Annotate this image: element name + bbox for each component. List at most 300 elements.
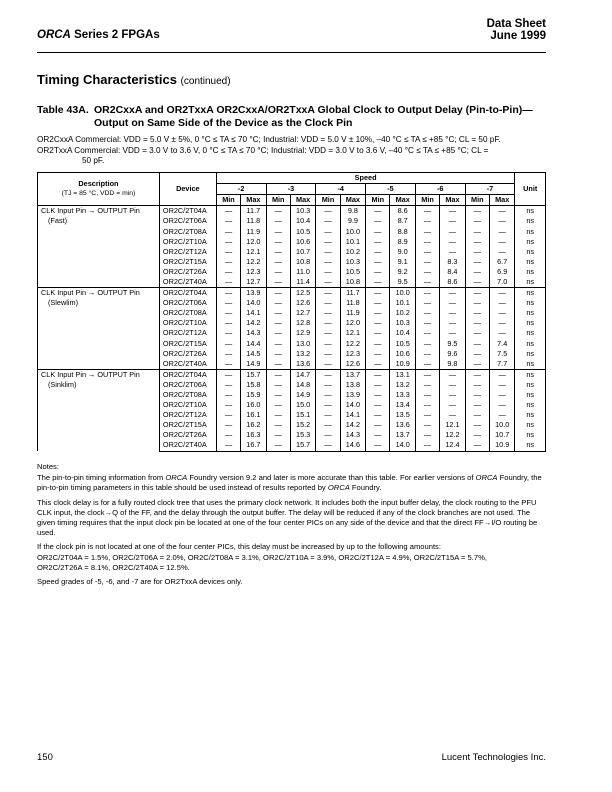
min-value-cell: — bbox=[266, 349, 290, 359]
max-header: Max bbox=[241, 195, 266, 206]
min-value-cell: — bbox=[316, 206, 340, 217]
max-value-cell: 10.9 bbox=[390, 359, 415, 370]
min-value-cell: — bbox=[266, 420, 290, 430]
min-value-cell: — bbox=[465, 247, 489, 257]
max-value-cell: 10.0 bbox=[340, 226, 365, 236]
min-value-cell: — bbox=[266, 440, 290, 451]
min-value-cell: — bbox=[415, 247, 439, 257]
max-value-cell: 14.7 bbox=[290, 369, 315, 380]
max-value-cell: 12.1 bbox=[241, 247, 266, 257]
device-cell: OR2C/2T06A bbox=[159, 298, 216, 308]
min-value-cell: — bbox=[366, 298, 390, 308]
max-value-cell: 16.2 bbox=[241, 420, 266, 430]
max-value-cell: — bbox=[490, 318, 515, 328]
max-value-cell: 13.0 bbox=[290, 339, 315, 349]
min-value-cell: — bbox=[366, 277, 390, 288]
device-cell: OR2C/2T10A bbox=[159, 237, 216, 247]
max-value-cell: 12.1 bbox=[440, 420, 465, 430]
min-value-cell: — bbox=[216, 430, 240, 440]
section-title-suffix: (continued) bbox=[180, 76, 231, 87]
max-value-cell: 9.1 bbox=[390, 257, 415, 267]
max-value-cell: 14.0 bbox=[241, 298, 266, 308]
max-value-cell: 10.3 bbox=[340, 257, 365, 267]
max-value-cell: 14.2 bbox=[241, 318, 266, 328]
min-value-cell: — bbox=[266, 298, 290, 308]
max-value-cell: — bbox=[440, 308, 465, 318]
unit-cell: ns bbox=[515, 339, 546, 349]
max-value-cell: 8.4 bbox=[440, 267, 465, 277]
max-value-cell: 14.1 bbox=[340, 410, 365, 420]
min-value-cell: — bbox=[216, 339, 240, 349]
max-value-cell: 12.6 bbox=[290, 298, 315, 308]
max-value-cell: 13.9 bbox=[340, 390, 365, 400]
note-text: ORCA bbox=[475, 473, 498, 483]
description-mode: (Sinklim) bbox=[48, 379, 77, 389]
max-value-cell: — bbox=[440, 206, 465, 217]
max-value-cell: — bbox=[490, 400, 515, 410]
min-value-cell: — bbox=[216, 288, 240, 299]
min-value-cell: — bbox=[415, 349, 439, 359]
max-value-cell: 10.8 bbox=[290, 257, 315, 267]
min-value-cell: — bbox=[465, 257, 489, 267]
note-text: OR2C/2T04A = 1.5%, OR2C/2T06A = 2.0%, OR2C/2T08A = 3.1%, OR2C/2T10A = 3.9%, OR2C/2T12A = 4.9%, OR2C/2T15A = 5.7%, bbox=[37, 552, 487, 562]
max-value-cell: 8.7 bbox=[390, 216, 415, 226]
min-value-cell: — bbox=[465, 298, 489, 308]
min-header: Min bbox=[366, 195, 390, 206]
max-value-cell: 10.1 bbox=[340, 237, 365, 247]
max-value-cell: 12.3 bbox=[340, 349, 365, 359]
speed-header: Speed bbox=[216, 173, 515, 184]
min-value-cell: — bbox=[266, 226, 290, 236]
min-value-cell: — bbox=[415, 226, 439, 236]
min-value-cell: — bbox=[366, 390, 390, 400]
min-value-cell: — bbox=[316, 308, 340, 318]
unit-cell: ns bbox=[515, 349, 546, 359]
max-value-cell: 14.0 bbox=[390, 440, 415, 451]
unit-cell: ns bbox=[515, 288, 546, 299]
min-value-cell: — bbox=[366, 410, 390, 420]
max-value-cell: 10.2 bbox=[340, 247, 365, 257]
max-value-cell: 12.6 bbox=[340, 359, 365, 370]
max-value-cell: — bbox=[440, 328, 465, 338]
max-value-cell: — bbox=[490, 206, 515, 217]
min-value-cell: — bbox=[465, 380, 489, 390]
max-value-cell: — bbox=[440, 216, 465, 226]
min-value-cell: — bbox=[415, 400, 439, 410]
unit-cell: ns bbox=[515, 318, 546, 328]
min-value-cell: — bbox=[266, 369, 290, 380]
min-value-cell: — bbox=[216, 257, 240, 267]
max-value-cell: 15.9 bbox=[241, 390, 266, 400]
note-speed-grades: Speed grades of -5, -6, and -7 are for OR2TxxA devices only. bbox=[37, 577, 243, 587]
table-group bbox=[38, 206, 546, 288]
max-value-cell: 14.2 bbox=[340, 420, 365, 430]
max-value-cell: 8.6 bbox=[390, 206, 415, 217]
max-value-cell: — bbox=[490, 288, 515, 299]
description-cell bbox=[38, 288, 160, 370]
max-value-cell: 12.8 bbox=[290, 318, 315, 328]
min-value-cell: — bbox=[266, 257, 290, 267]
min-value-cell: — bbox=[366, 318, 390, 328]
conditions-line: OR2CxxA Commercial: VDD = 5.0 V ± 5%, 0 °C ≤ TA ≤ 70 °C; Industrial: VDD = 5.0 V ± 10%, –40 °C ≤ TA ≤ +85 °C; CL = 50 pF. bbox=[37, 135, 501, 144]
min-value-cell: — bbox=[366, 430, 390, 440]
max-value-cell: — bbox=[440, 410, 465, 420]
max-value-cell: — bbox=[490, 369, 515, 380]
min-value-cell: — bbox=[316, 430, 340, 440]
min-value-cell: — bbox=[366, 216, 390, 226]
max-value-cell: 8.6 bbox=[440, 277, 465, 288]
min-value-cell: — bbox=[465, 369, 489, 380]
min-value-cell: — bbox=[465, 339, 489, 349]
unit-header: Unit bbox=[515, 173, 546, 206]
max-value-cell: 14.6 bbox=[340, 440, 365, 451]
max-value-cell: — bbox=[490, 216, 515, 226]
table-row bbox=[38, 206, 546, 217]
doc-date: June 1999 bbox=[490, 30, 546, 42]
min-value-cell: — bbox=[415, 390, 439, 400]
unit-cell: ns bbox=[515, 298, 546, 308]
section-title-text: Timing Characteristics bbox=[37, 72, 177, 87]
min-value-cell: — bbox=[366, 267, 390, 277]
min-value-cell: — bbox=[465, 400, 489, 410]
min-value-cell: — bbox=[266, 216, 290, 226]
description-text: CLK Input Pin → OUTPUT Pin bbox=[41, 369, 140, 379]
min-value-cell: — bbox=[266, 359, 290, 370]
min-value-cell: — bbox=[216, 440, 240, 451]
max-value-cell: 11.9 bbox=[340, 308, 365, 318]
max-value-cell: — bbox=[440, 400, 465, 410]
min-value-cell: — bbox=[366, 206, 390, 217]
running-header-meta bbox=[487, 18, 546, 42]
device-cell: OR2C/2T26A bbox=[159, 349, 216, 359]
note-text: Foundry, the pin-to-pin timing parameters in this table should be used instead of results reported by bbox=[37, 473, 542, 493]
min-value-cell: — bbox=[415, 339, 439, 349]
max-value-cell: 14.9 bbox=[241, 359, 266, 370]
table-group bbox=[38, 369, 546, 451]
max-value-cell: 14.4 bbox=[241, 339, 266, 349]
note-text: Foundry version 9.2 and later is more accurate than this table. For earlier versions of bbox=[187, 473, 476, 483]
min-value-cell: — bbox=[216, 318, 240, 328]
min-value-cell: — bbox=[415, 420, 439, 430]
unit-cell: ns bbox=[515, 216, 546, 226]
max-value-cell: 16.7 bbox=[241, 440, 266, 451]
min-value-cell: — bbox=[216, 410, 240, 420]
min-value-cell: — bbox=[266, 247, 290, 257]
max-value-cell: 10.2 bbox=[390, 308, 415, 318]
max-value-cell: 11.7 bbox=[241, 206, 266, 217]
max-value-cell: 10.1 bbox=[390, 298, 415, 308]
max-value-cell: 12.5 bbox=[290, 288, 315, 299]
max-value-cell: 15.3 bbox=[290, 430, 315, 440]
min-value-cell: — bbox=[216, 308, 240, 318]
description-cell bbox=[38, 206, 160, 288]
unit-cell: ns bbox=[515, 267, 546, 277]
min-value-cell: — bbox=[316, 400, 340, 410]
max-value-cell: 10.0 bbox=[390, 288, 415, 299]
max-value-cell: 10.3 bbox=[390, 318, 415, 328]
min-value-cell: — bbox=[465, 328, 489, 338]
min-value-cell: — bbox=[366, 226, 390, 236]
min-value-cell: — bbox=[266, 430, 290, 440]
unit-cell: ns bbox=[515, 400, 546, 410]
min-value-cell: — bbox=[465, 216, 489, 226]
min-value-cell: — bbox=[316, 226, 340, 236]
max-value-cell: 13.6 bbox=[390, 420, 415, 430]
max-value-cell: 12.3 bbox=[241, 267, 266, 277]
device-cell: OR2C/2T08A bbox=[159, 390, 216, 400]
min-value-cell: — bbox=[465, 359, 489, 370]
min-value-cell: — bbox=[266, 277, 290, 288]
max-value-cell: 15.8 bbox=[241, 380, 266, 390]
min-value-cell: — bbox=[366, 308, 390, 318]
min-header: Min bbox=[216, 195, 240, 206]
max-value-cell: — bbox=[440, 380, 465, 390]
table-caption bbox=[37, 104, 547, 130]
min-value-cell: — bbox=[366, 440, 390, 451]
device-cell: OR2C/2T40A bbox=[159, 359, 216, 370]
max-value-cell: 12.1 bbox=[340, 328, 365, 338]
min-value-cell: — bbox=[465, 440, 489, 451]
max-header: Max bbox=[340, 195, 365, 206]
max-value-cell: 12.4 bbox=[440, 440, 465, 451]
min-value-cell: — bbox=[366, 359, 390, 370]
min-value-cell: — bbox=[266, 206, 290, 217]
unit-cell: ns bbox=[515, 206, 546, 217]
min-value-cell: — bbox=[216, 216, 240, 226]
max-value-cell: 9.9 bbox=[340, 216, 365, 226]
max-value-cell: 14.1 bbox=[241, 308, 266, 318]
min-value-cell: — bbox=[465, 420, 489, 430]
device-cell: OR2C/2T10A bbox=[159, 318, 216, 328]
max-value-cell: — bbox=[440, 298, 465, 308]
max-value-cell: 13.2 bbox=[390, 380, 415, 390]
max-value-cell: 9.0 bbox=[390, 247, 415, 257]
max-value-cell: 11.7 bbox=[340, 288, 365, 299]
max-value-cell: — bbox=[440, 247, 465, 257]
max-header: Max bbox=[390, 195, 415, 206]
min-value-cell: — bbox=[216, 390, 240, 400]
conditions-line: OR2TxxA Commercial: VDD = 3.0 V to 3.6 V, 0 °C ≤ TA ≤ 70 °C; Industrial: VDD = 3.0 V to 3.6 V, –40 °C ≤ TA ≤ +85 °C; CL = bbox=[37, 145, 489, 155]
max-value-cell: 12.7 bbox=[290, 308, 315, 318]
max-value-cell: 7.4 bbox=[490, 339, 515, 349]
max-value-cell: 12.0 bbox=[241, 237, 266, 247]
min-value-cell: — bbox=[216, 277, 240, 288]
min-value-cell: — bbox=[216, 369, 240, 380]
max-value-cell: — bbox=[490, 247, 515, 257]
max-value-cell: 8.8 bbox=[390, 226, 415, 236]
min-value-cell: — bbox=[316, 247, 340, 257]
unit-cell: ns bbox=[515, 257, 546, 267]
speed-grade-header: -5 bbox=[366, 184, 416, 195]
test-conditions bbox=[37, 135, 547, 167]
min-value-cell: — bbox=[465, 390, 489, 400]
min-value-cell: — bbox=[465, 349, 489, 359]
min-value-cell: — bbox=[266, 400, 290, 410]
min-value-cell: — bbox=[216, 420, 240, 430]
max-value-cell: 10.6 bbox=[390, 349, 415, 359]
device-cell: OR2C/2T12A bbox=[159, 410, 216, 420]
max-value-cell: — bbox=[440, 390, 465, 400]
max-value-cell: — bbox=[440, 288, 465, 299]
max-value-cell: — bbox=[490, 226, 515, 236]
max-value-cell: — bbox=[440, 237, 465, 247]
min-value-cell: — bbox=[216, 400, 240, 410]
device-cell: OR2C/2T06A bbox=[159, 380, 216, 390]
unit-cell: ns bbox=[515, 328, 546, 338]
max-value-cell: 13.6 bbox=[290, 359, 315, 370]
device-header: Device bbox=[159, 173, 216, 206]
section-title bbox=[37, 72, 231, 87]
max-value-cell: 9.8 bbox=[340, 206, 365, 217]
notes-section bbox=[37, 462, 549, 591]
note-text: OR2C/2T26A = 8.1%, OR2C/2T40A = 12.5%. bbox=[37, 562, 190, 572]
note-text: The pin-to-pin timing information from bbox=[37, 473, 166, 483]
unit-cell: ns bbox=[515, 237, 546, 247]
max-value-cell: 13.7 bbox=[340, 369, 365, 380]
min-value-cell: — bbox=[316, 410, 340, 420]
min-value-cell: — bbox=[316, 380, 340, 390]
max-value-cell: 15.7 bbox=[241, 369, 266, 380]
timing-table bbox=[37, 172, 546, 452]
max-value-cell: 15.0 bbox=[290, 400, 315, 410]
min-value-cell: — bbox=[316, 257, 340, 267]
device-cell: OR2C/2T40A bbox=[159, 440, 216, 451]
note-foundry bbox=[37, 473, 549, 493]
min-value-cell: — bbox=[366, 369, 390, 380]
device-cell: OR2C/2T26A bbox=[159, 267, 216, 277]
min-value-cell: — bbox=[366, 328, 390, 338]
table-row bbox=[38, 288, 546, 299]
min-value-cell: — bbox=[415, 308, 439, 318]
device-cell: OR2C/2T08A bbox=[159, 226, 216, 236]
min-value-cell: — bbox=[366, 339, 390, 349]
min-value-cell: — bbox=[366, 257, 390, 267]
max-value-cell: 10.9 bbox=[490, 440, 515, 451]
max-value-cell: 14.3 bbox=[340, 430, 365, 440]
min-value-cell: — bbox=[216, 359, 240, 370]
description-cell bbox=[38, 369, 160, 451]
speed-grade-header: -6 bbox=[415, 184, 465, 195]
brand-name: ORCA bbox=[37, 29, 71, 41]
note-clock-delay: This clock delay is for a fully routed clock tree that uses the primary clock network. It includes both the input buffer delay, the clock routing to the PFU CLK input, the clock→Q of the FF, and the delay through the output buffer. The delay will be reduced if any of the clock branches are not used. The given timing requires that the input clock pin be located at one of the four center PICs on any side of the device and that the direct FF→I/O routing be used. bbox=[37, 497, 538, 538]
min-value-cell: — bbox=[465, 410, 489, 420]
max-header: Max bbox=[290, 195, 315, 206]
unit-cell: ns bbox=[515, 440, 546, 451]
max-value-cell: 10.5 bbox=[390, 339, 415, 349]
max-value-cell: 8.9 bbox=[390, 237, 415, 247]
min-value-cell: — bbox=[465, 226, 489, 236]
max-value-cell: — bbox=[490, 237, 515, 247]
min-value-cell: — bbox=[316, 237, 340, 247]
min-value-cell: — bbox=[415, 318, 439, 328]
min-value-cell: — bbox=[366, 237, 390, 247]
max-value-cell: — bbox=[490, 328, 515, 338]
min-value-cell: — bbox=[366, 349, 390, 359]
max-header: Max bbox=[440, 195, 465, 206]
min-value-cell: — bbox=[415, 440, 439, 451]
device-cell: OR2C/2T26A bbox=[159, 430, 216, 440]
device-cell: OR2C/2T06A bbox=[159, 216, 216, 226]
min-value-cell: — bbox=[316, 349, 340, 359]
max-value-cell: 15.1 bbox=[290, 410, 315, 420]
min-value-cell: — bbox=[366, 380, 390, 390]
conditions-line: 50 pF. bbox=[82, 156, 105, 165]
min-value-cell: — bbox=[415, 216, 439, 226]
min-value-cell: — bbox=[266, 380, 290, 390]
header-rule bbox=[37, 52, 546, 53]
max-value-cell: 11.4 bbox=[290, 277, 315, 288]
max-value-cell: 13.2 bbox=[290, 349, 315, 359]
min-value-cell: — bbox=[465, 206, 489, 217]
max-value-cell: 13.1 bbox=[390, 369, 415, 380]
min-value-cell: — bbox=[316, 328, 340, 338]
device-cell: OR2C/2T10A bbox=[159, 400, 216, 410]
device-cell: OR2C/2T12A bbox=[159, 328, 216, 338]
max-value-cell: 11.0 bbox=[290, 267, 315, 277]
max-value-cell: — bbox=[490, 298, 515, 308]
description-mode: (Fast) bbox=[48, 216, 68, 226]
max-value-cell: 13.4 bbox=[390, 400, 415, 410]
min-value-cell: — bbox=[366, 247, 390, 257]
min-value-cell: — bbox=[316, 339, 340, 349]
min-value-cell: — bbox=[266, 318, 290, 328]
max-value-cell: — bbox=[440, 318, 465, 328]
footer-company: Lucent Technologies Inc. bbox=[441, 752, 546, 763]
max-value-cell: 12.2 bbox=[340, 339, 365, 349]
min-value-cell: — bbox=[415, 298, 439, 308]
note-text: ORCA bbox=[165, 473, 188, 483]
max-value-cell: 14.9 bbox=[290, 390, 315, 400]
device-cell: OR2C/2T40A bbox=[159, 277, 216, 288]
note-text: Foundry. bbox=[349, 483, 382, 493]
max-value-cell: 9.6 bbox=[440, 349, 465, 359]
min-value-cell: — bbox=[415, 288, 439, 299]
max-value-cell: 10.5 bbox=[290, 226, 315, 236]
min-header: Min bbox=[316, 195, 340, 206]
max-value-cell: 12.9 bbox=[290, 328, 315, 338]
min-value-cell: — bbox=[415, 206, 439, 217]
min-value-cell: — bbox=[216, 298, 240, 308]
max-value-cell: 7.7 bbox=[490, 359, 515, 370]
max-value-cell: 10.7 bbox=[490, 430, 515, 440]
doc-type: Data Sheet bbox=[486, 18, 546, 30]
max-value-cell: 16.0 bbox=[241, 400, 266, 410]
min-value-cell: — bbox=[266, 237, 290, 247]
running-header-title bbox=[37, 29, 160, 41]
max-value-cell: 10.4 bbox=[290, 216, 315, 226]
device-cell: OR2C/2T04A bbox=[159, 288, 216, 299]
max-value-cell: 13.9 bbox=[241, 288, 266, 299]
min-value-cell: — bbox=[266, 308, 290, 318]
max-value-cell: 11.8 bbox=[340, 298, 365, 308]
unit-cell: ns bbox=[515, 226, 546, 236]
page-number: 150 bbox=[37, 752, 53, 763]
table-caption-text: OR2CxxA and OR2TxxA OR2CxxA/OR2TxxA Global Clock to Output Delay (Pin-to-Pin)—Output on Same Side of the Device as the Clock Pin bbox=[94, 104, 533, 129]
min-value-cell: — bbox=[216, 349, 240, 359]
max-value-cell: 13.8 bbox=[340, 380, 365, 390]
min-value-cell: — bbox=[465, 430, 489, 440]
max-value-cell: 6.9 bbox=[490, 267, 515, 277]
min-value-cell: — bbox=[316, 390, 340, 400]
max-value-cell: 13.3 bbox=[390, 390, 415, 400]
unit-cell: ns bbox=[515, 369, 546, 380]
max-value-cell: 9.2 bbox=[390, 267, 415, 277]
min-value-cell: — bbox=[266, 328, 290, 338]
max-value-cell: — bbox=[490, 308, 515, 318]
max-value-cell: 16.1 bbox=[241, 410, 266, 420]
min-value-cell: — bbox=[216, 380, 240, 390]
min-value-cell: — bbox=[266, 267, 290, 277]
